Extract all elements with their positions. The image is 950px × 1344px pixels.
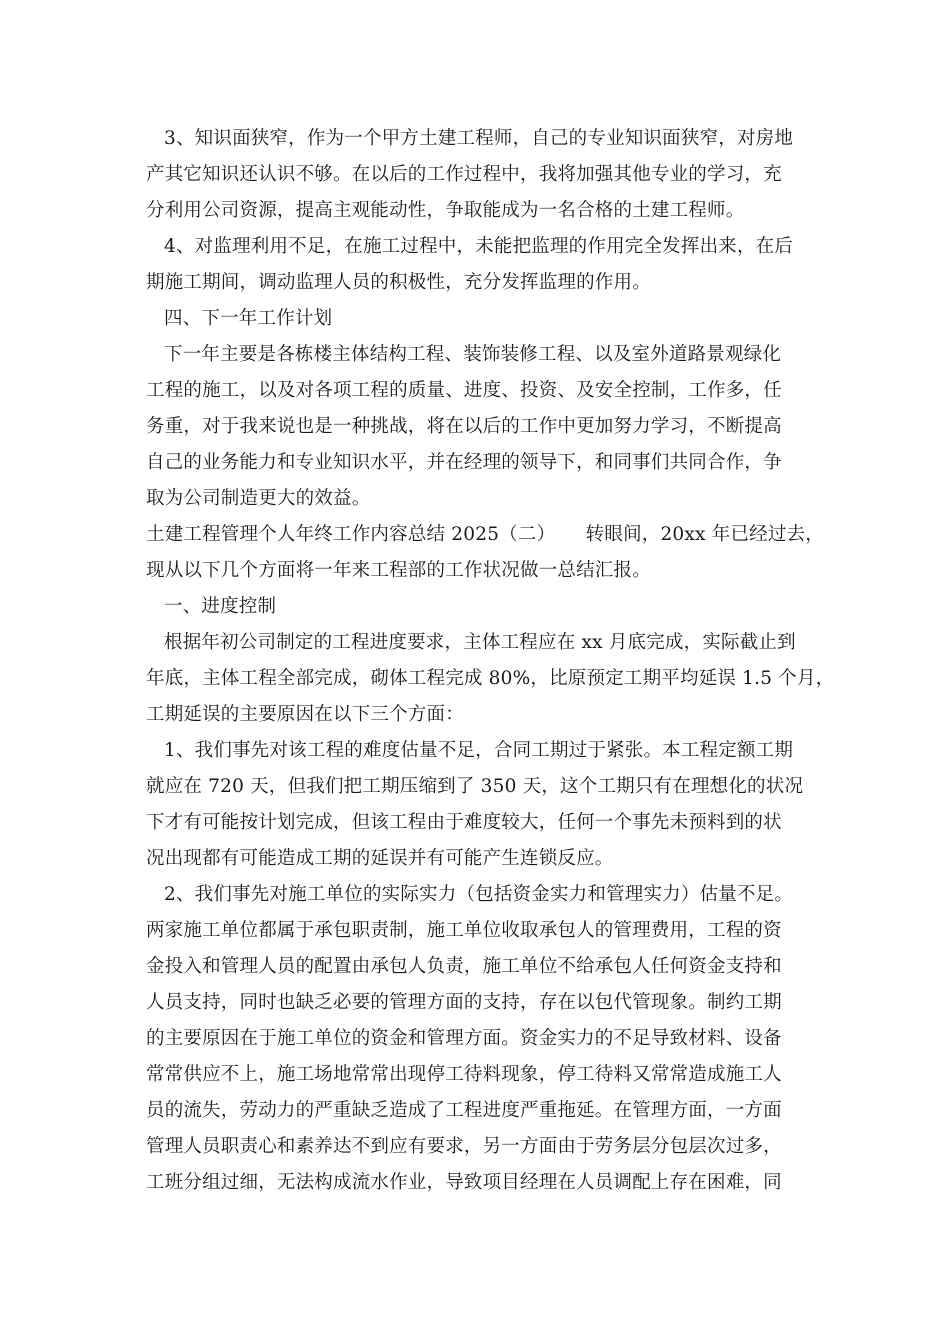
text-line: 根据年初公司制定的工程进度要求，主体工程应在 xx 月底完成，实际截止到 xyxy=(164,632,796,653)
text-line: 下才有可能按计划完成，但该工程由于难度较大，任何一个事先未预料到的状 xyxy=(146,812,782,833)
section-heading: 四、下一年工作计划 xyxy=(164,308,333,329)
text-line: 两家施工单位都属于承包职责制，施工单位收取承包人的管理费用，工程的资 xyxy=(146,920,782,941)
text-line: 自己的业务能力和专业知识水平，并在经理的领导下，和同事们共同合作，争 xyxy=(146,452,782,473)
text-line: 3、知识面狭窄，作为一个甲方土建工程师，自己的专业知识面狭窄，对房地 xyxy=(164,128,794,149)
text-line: 2、我们事先对施工单位的实际实力（包括资金实力和管理实力）估量不足。 xyxy=(164,884,794,905)
text-line: 务重，对于我来说也是一种挑战，将在以后的工作中更加努力学习，不断提高 xyxy=(146,416,782,437)
text-line: 人员支持，同时也缺乏必要的管理方面的支持，存在以包代管现象。制约工期 xyxy=(146,992,782,1013)
text-line: 分利用公司资源，提高主观能动性，争取能成为一名合格的土建工程师。 xyxy=(146,200,745,221)
text-line: 年底，主体工程全部完成，砌体工程完成 80%，比原预定工期平均延误 1.5 个月， xyxy=(146,668,835,689)
text-line: 常常供应不上，施工场地常常出现停工待料现象，停工待料又常常造成施工人 xyxy=(146,1064,782,1085)
text-line: 取为公司制造更大的效益。 xyxy=(146,488,371,509)
text-line: 金投入和管理人员的配置由承包人负责，施工单位不给承包人任何资金支持和 xyxy=(146,956,782,977)
text-line: 工程的施工，以及对各项工程的质量、进度、投资、及安全控制，工作多，任 xyxy=(146,380,782,401)
text-line: 就应在 720 天，但我们把工期压缩到了 350 天，这个工期只有在理想化的状况 xyxy=(146,776,804,797)
document-title-line: 土建工程管理个人年终工作内容总结 2025（二） 转眼间，20xx 年已经过去， xyxy=(146,524,824,545)
text-line: 况出现都有可能造成工期的延误并有可能产生连锁反应。 xyxy=(146,848,614,869)
section-heading: 一、进度控制 xyxy=(164,596,277,617)
text-line: 期施工期间，调动监理人员的积极性，充分发挥监理的作用。 xyxy=(146,272,651,293)
text-line: 4、对监理利用不足，在施工过程中，未能把监理的作用完全发挥出来，在后 xyxy=(164,236,794,257)
text-line: 现从以下几个方面将一年来工程部的工作状况做一总结汇报。 xyxy=(146,560,651,581)
text-line: 工班分组过细，无法构成流水作业，导致项目经理在人员调配上存在困难，同 xyxy=(146,1172,782,1193)
text-line: 工期延误的主要原因在以下三个方面： xyxy=(146,704,464,725)
text-line: 的主要原因在于施工单位的资金和管理方面。资金实力的不足导致材料、设备 xyxy=(146,1028,782,1049)
text-line: 员的流失，劳动力的严重缺乏造成了工程进度严重拖延。在管理方面，一方面 xyxy=(146,1100,782,1121)
text-line: 下一年主要是各栋楼主体结构工程、装饰装修工程、以及室外道路景观绿化 xyxy=(164,344,782,365)
text-line: 产其它知识还认识不够。在以后的工作过程中，我将加强其他专业的学习，充 xyxy=(146,164,782,185)
text-line: 1、我们事先对该工程的难度估量不足，合同工期过于紧张。本工程定额工期 xyxy=(164,740,794,761)
text-line: 管理人员职责心和素养达不到应有要求，另一方面由于劳务层分包层次过多， xyxy=(146,1136,782,1157)
